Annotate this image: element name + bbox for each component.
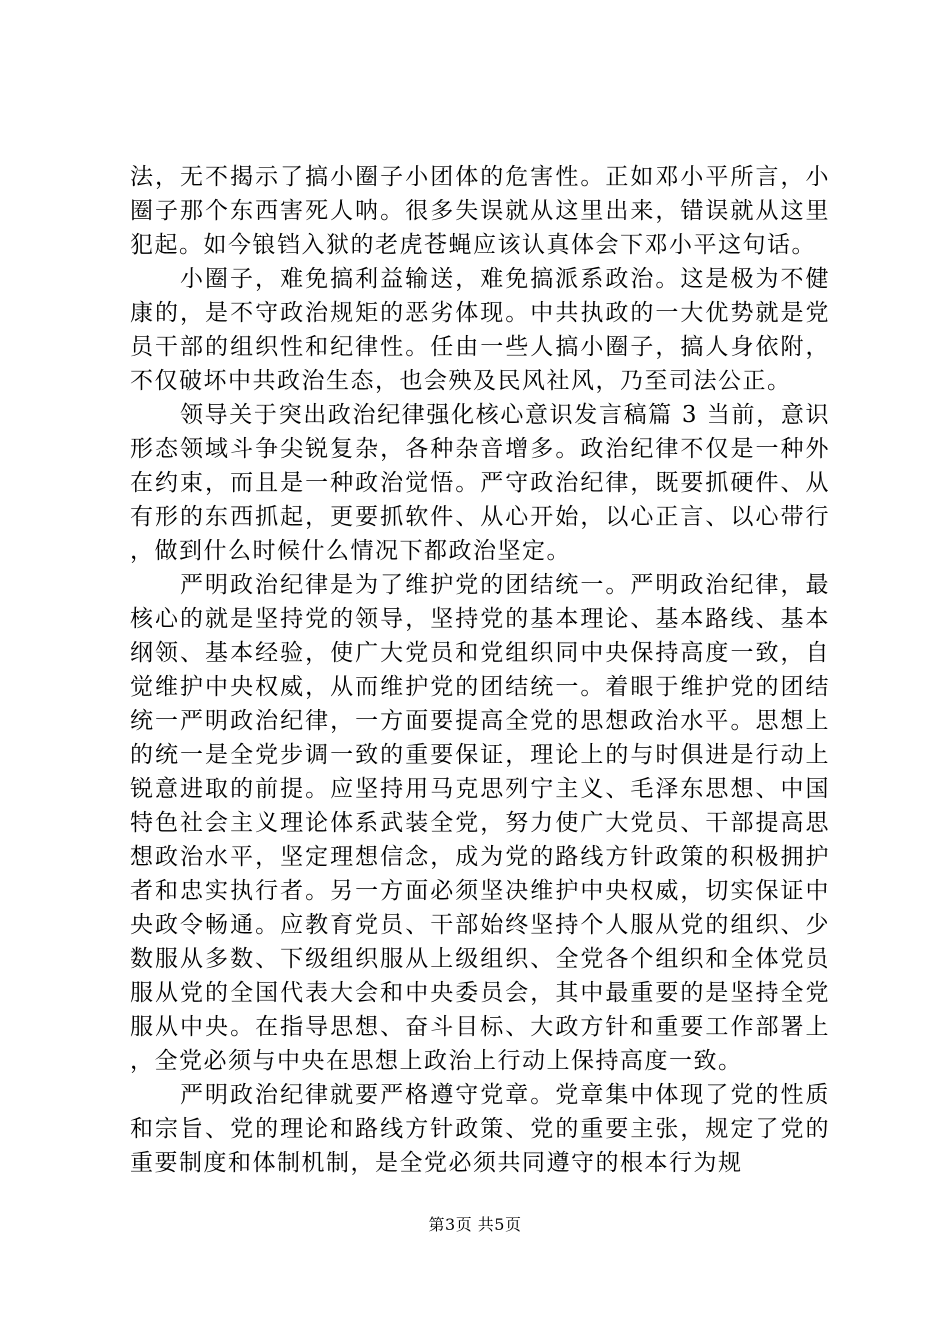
paragraph-1: 法，无不揭示了搞小圈子小团体的危害性。正如邓小平所言，小圈子那个东西害死人呐。很多失误就从这里出来，错误就从这里犯起。如今锒铛入狱的老虎苍蝇应该认真体会下邓小平这句话。: [130, 164, 830, 258]
paragraph-4: 严明政治纪律是为了维护党的团结统一。严明政治纪律，最核心的就是坚持党的领导，坚持党的基本理论、基本路线、基本纲领、基本经验，使广大党员和党组织同中央保持高度一致，自觉维护中央权威，从而维护党的团结统一。着眼于维护党的团结统一严明政治纪律，一方面要提高全党的思想政治水平。思想上的统一是全党步调一致的重要保证，理论上的与时俱进是行动上锐意进取的前提。应坚持用马克思列宁主义、毛泽东思想、中国特色社会主义理论体系武装全党，努力使广大党员、干部提高思想政治水平，坚定理想信念，成为党的路线方针政策的积极拥护者和忠实执行者。另一方面必须坚决维护中央权威，切实保证中央政令畅通。应教育党员、干部始终坚持个人服从党的组织、少数服从多数、下级组织服从上级组织、全党各个组织和全体党员服从党的全国代表大会和中央委员会，其中最重要的是坚持全党服从中央。在指导思想、奋斗目标、大政方针和重要工作部署上，全党必须与中央在思想上政治上行动上保持高度一致。: [130, 572, 830, 1074]
paragraph-5: 严明政治纪律就要严格遵守党章。党章集中体现了党的性质和宗旨、党的理论和路线方针政策、党的重要主张，规定了党的重要制度和体制机制，是全党必须共同遵守的根本行为规: [130, 1082, 830, 1176]
page-number-footer: 第3页 共5页: [428, 1215, 522, 1234]
paragraph-3: 领导关于突出政治纪律强化核心意识发言稿篇 3 当前，意识形态领域斗争尖锐复杂，各种杂音增多。政治纪律不仅是一种外在约束，而且是一种政治觉悟。严守政治纪律，既要抓硬件、从有形的东西抓起，更要抓软件、从心开始，以心正言、以心带行，做到什么时候什么情况下都政治坚定。: [130, 402, 830, 564]
document-body: [130, 160, 830, 1180]
paragraph-2: 小圈子，难免搞利益输送，难免搞派系政治。这是极为不健康的，是不守政治规矩的恶劣体现。中共执政的一大优势就是党员干部的组织性和纪律性。任由一些人搞小圈子，搞人身依附，不仅破坏中共政治生态，也会殃及民风社风，乃至司法公正。: [130, 266, 830, 394]
